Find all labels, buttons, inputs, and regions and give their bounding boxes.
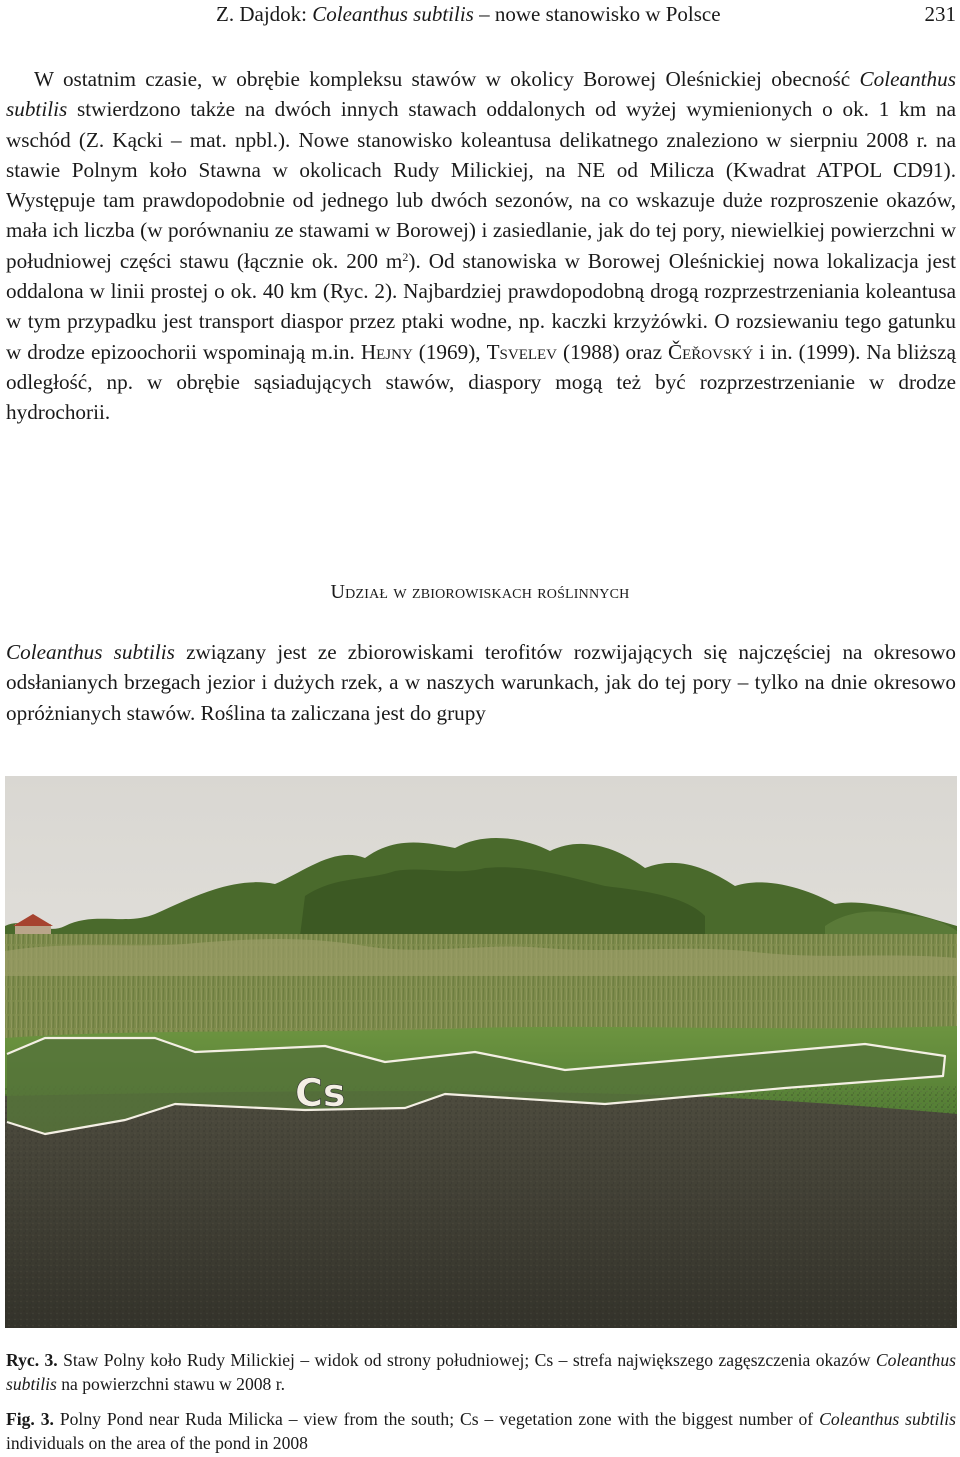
caption-polish: Ryc. 3. Staw Polny koło Rudy Milickiej – widok od strony południowej; Cs – strefa największego zagęszczenia okazów Coleanthus subtilis na powierzchni stawu w 2008 r. [6, 1350, 956, 1394]
running-title: Z. Dajdok: Coleanthus subtilis – nowe stanowisko w Polsce [216, 2, 721, 26]
pond-texture [5, 1086, 957, 1328]
caption-english: Fig. 3. Polny Pond near Ruda Milicka – view from the south; Cs – vegetation zone with the biggest number of Coleanthus subtilis individuals on the area of the pond in 2008 [6, 1409, 956, 1453]
paragraph-plant-communities: Coleanthus subtilis związany jest ze zbiorowiskami terofitów rozwijających się najczęściej na okresowo odsłanianych brzegach jezior i dużych rzek, a w naszych warunkach, jak do tej pory – tylko na dnie okresowo opróżnianych stawów. Roślina ta zaliczana jest do grupy [6, 640, 957, 725]
section-heading: Udział w zbiorowiskach roślinnych [330, 581, 630, 603]
superscript: 2 [402, 249, 409, 264]
author-name: Tsvelev [486, 339, 558, 364]
cs-zone-label: Cs [295, 1071, 346, 1115]
pond-photo [5, 776, 957, 1328]
species-name: Coleanthus subtilis [6, 1350, 956, 1394]
species-name: Coleanthus subtilis [819, 1409, 956, 1429]
running-title-species: Coleanthus subtilis [312, 2, 474, 26]
author-name: Čeřovský [667, 339, 753, 364]
running-header [0, 0, 960, 30]
species-name: Coleanthus subtilis [6, 640, 175, 664]
paragraph-new-locality: W ostatnim czasie, w obrębie kompleksu stawów w okolicy Borowej Oleśnickiej obecność Coleanthus subtilis stwierdzono także na dwóch innych stawach oddalonych od wyżej wymienionych o ok. 1 km na wschód (Z. Kącki – mat. npbl.). Nowe stanowisko koleantusa delikatnego znaleziono w sierpniu 2008 r. na stawie Polnym koło Stawna w okolicach Rudy Milickiej, na NE od Milicza (Kwadrat ATPOL CD91). Występuje tam prawdopodobnie od jednego lub dwóch sezonów, na co wskazuje duże rozproszenie okazów, mała ich liczba (w porównaniu ze stawami w Borowej) i zasiedlanie, jak do tej pory, niewielkiej powierzchni w południowej części stawu (łącznie ok. 200 $m^2$). Od stanowiska w Borowej Oleśnickiej nowa lokalizacja jest oddalona w linii prostej o ok. 40 km (Ryc. 2). Najbardziej prawdopodobną drogą rozprzestrzeniania koleantusa w tym przypadku jest transport diaspor przez ptaki wodne, np. kaczki krzyżówki. O rozsiewaniu tego gatunku w drodze epizoochorii wspominają m.in. Hejny (1969), Tsvelev (1988) oraz Čeřovský i in. (1999). Na bliższą odległość, np. w obrębie sąsiadujących stawów, diaspory mogą też być rozprzestrzenianie w drodze hydrochorii. [6, 67, 957, 425]
species-name: Coleanthus subtilis [6, 67, 956, 122]
caption-label: Fig. 3. [6, 1409, 54, 1429]
page-number: 231 [924, 2, 956, 26]
author-name: Hejny [360, 339, 413, 364]
caption-label: Ryc. 3. [6, 1350, 58, 1370]
